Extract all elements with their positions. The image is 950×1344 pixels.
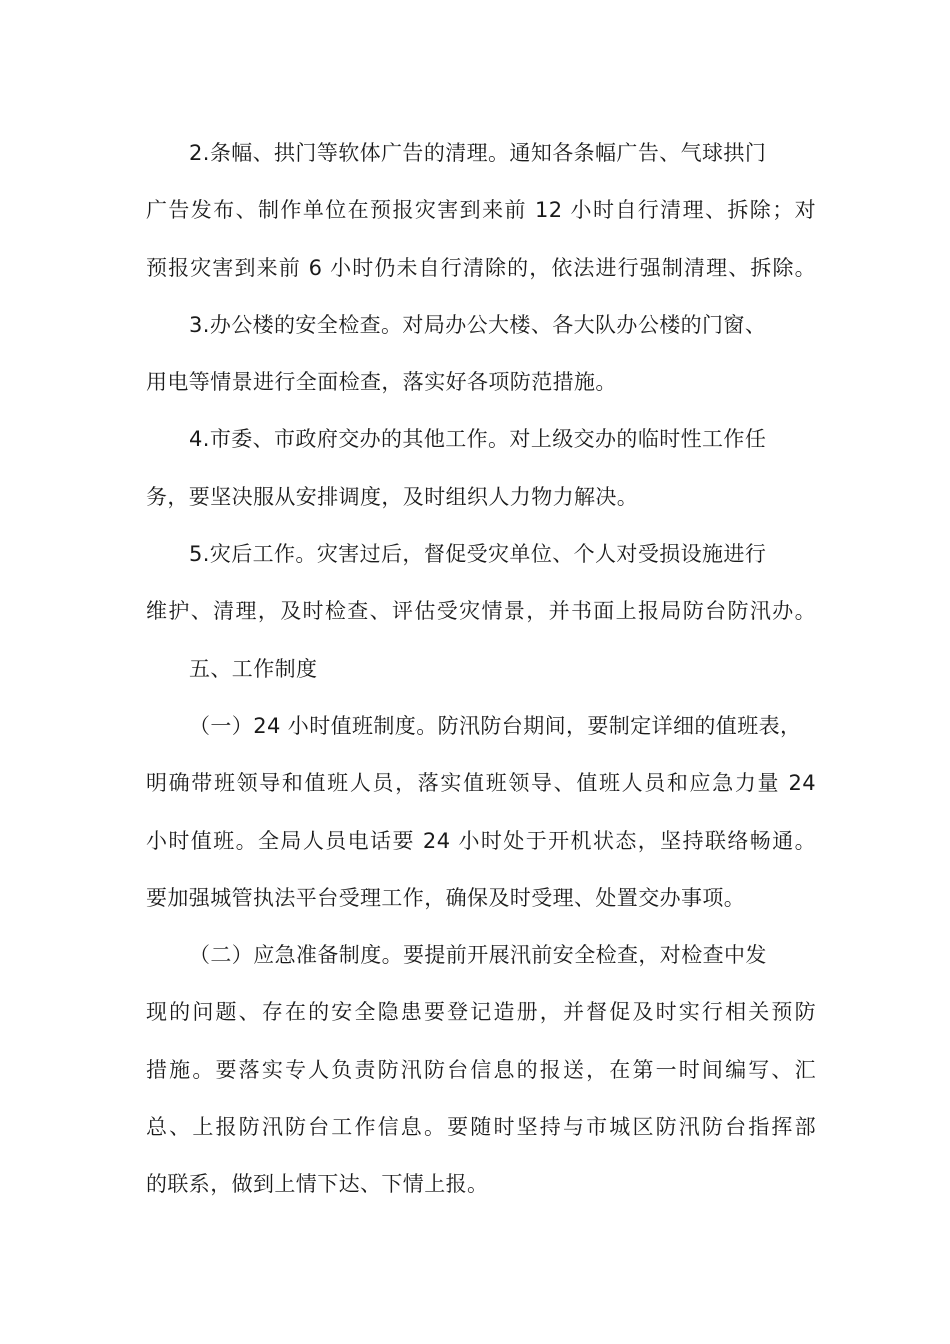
section-heading: 五、工作制度 bbox=[189, 656, 318, 681]
paragraph-line: 4.市委、市政府交办的其他工作。对上级交办的临时性工作任 bbox=[189, 427, 767, 452]
paragraph-line: 小时值班。全局人员电话要 24 小时处于开机状态，坚持联络畅通。 bbox=[146, 828, 816, 853]
paragraph-line: 明确带班领导和值班人员，落实值班领导、值班人员和应急力量 24 bbox=[146, 771, 816, 796]
paragraph-line: 用电等情景进行全面检查，落实好各项防范措施。 bbox=[146, 370, 617, 395]
paragraph-line: 预报灾害到来前 6 小时仍未自行清除的，依法进行强制清理、拆除。 bbox=[146, 255, 816, 280]
paragraph-line: 2.条幅、拱门等软体广告的清理。通知各条幅广告、气球拱门 bbox=[189, 141, 767, 165]
paragraph-line: （二）应急准备制度。要提前开展汛前安全检查，对检查中发 bbox=[189, 943, 767, 968]
document-body bbox=[146, 125, 816, 1214]
paragraph-line: 广告发布、制作单位在预报灾害到来前 12 小时自行清理、拆除；对 bbox=[146, 198, 816, 223]
paragraph-line: 务，要坚决服从安排调度，及时组织人力物力解决。 bbox=[146, 484, 639, 509]
paragraph-line: 现的问题、存在的安全隐患要登记造册，并督促及时实行相关预防 bbox=[146, 1000, 816, 1025]
paragraph-line: 维护、清理，及时检查、评估受灾情景，并书面上报局防台防汛办。 bbox=[146, 599, 816, 624]
paragraph-line: （一）24 小时值班制度。防汛防台期间，要制定详细的值班表， bbox=[189, 713, 802, 738]
paragraph-line: 总、上报防汛防台工作信息。要随时坚持与市城区防汛防台指挥部 bbox=[146, 1115, 816, 1140]
paragraph-line: 要加强城管执法平台受理工作，确保及时受理、处置交办事项。 bbox=[146, 885, 746, 910]
paragraph-line: 的联系，做到上情下达、下情上报。 bbox=[146, 1172, 489, 1197]
paragraph-line: 5.灾后工作。灾害过后，督促受灾单位、个人对受损设施进行 bbox=[189, 542, 767, 567]
paragraph-line: 措施。要落实专人负责防汛防台信息的报送，在第一时间编写、汇 bbox=[146, 1057, 816, 1082]
paragraph-line: 3.办公楼的安全检查。对局办公大楼、各大队办公楼的门窗、 bbox=[189, 312, 767, 337]
